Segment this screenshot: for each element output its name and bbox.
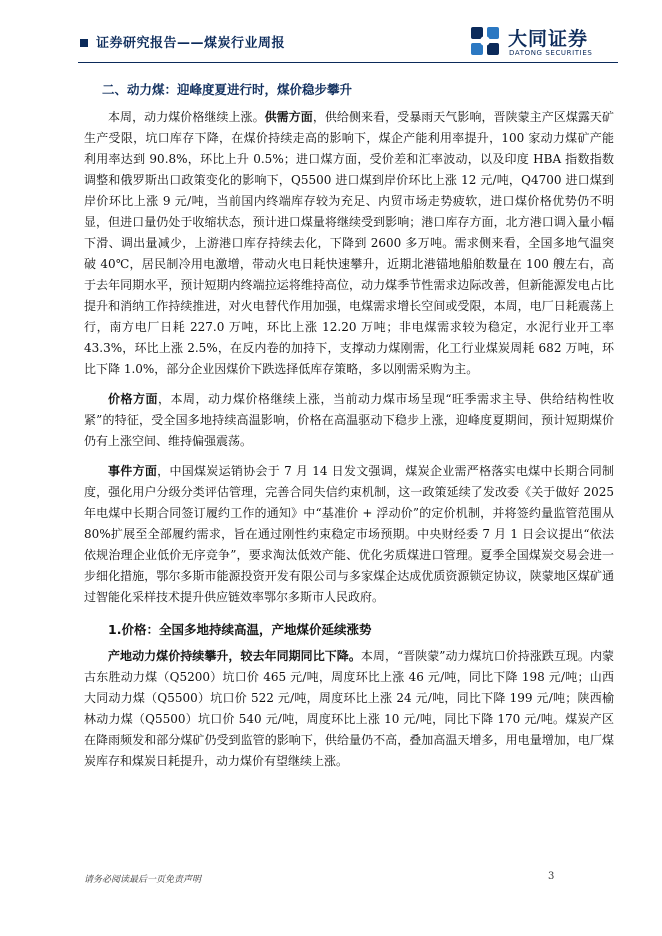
paragraph-supply-demand bbox=[84, 107, 614, 380]
page-number: 3 bbox=[548, 871, 555, 882]
header-divider bbox=[78, 62, 618, 63]
paragraph-events bbox=[84, 461, 614, 608]
paragraph-origin-price bbox=[84, 646, 614, 772]
p2-bold-label: 价格方面 bbox=[108, 392, 158, 406]
section-title: 二、动力煤：迎峰度夏进行时，煤价稳步攀升 bbox=[102, 82, 353, 97]
datong-logo-icon bbox=[468, 24, 502, 58]
paragraph-price bbox=[84, 389, 614, 452]
p4-bold-label: 产地动力煤价持续攀升，较去年同期同比下降。 bbox=[108, 649, 361, 663]
p1-text: ，供给侧来看，受暴雨天气影响，晋陕蒙主产区煤露天矿生产受限，坑口库存下降，在煤价持续走高的影响下，煤企产能利用率提升，100 家动力煤矿产能利用率达到 90.8%，环比上升 0.5%；进口煤方面，受价差和汇率波动，以及印度 HBA 指数指数调整和俄罗斯出口政策变化的影响下，Q5500 进口煤到岸价环比上涨 12 元/吨，Q4700 进口煤到岸价环比上涨 9 元/吨，当前国内终端库存较为充足、内贸市场走势疲软，进口煤价格优势仍不明显，但进口量仍处于收缩状态，预计进口煤量将继续受到影响；港口库存方面，北方港口调入量小幅下滑、调出量减少，上游港口库存持续去化，下降到 2600 多万吨。需求侧来看，全国多地气温突破 40℃，居民制冷用电激增，带动火电日耗快速攀升，近期北港锚地船舶数量在 100 艘左右，高于去年同期水平，预计短期内终端拉运将维持高位，动力煤季节性需求边际改善，但新能源发电占比提升和消纳工作持续推进，对火电替代作用加强，电煤需求增长空间或受限，本周，电厂日耗震荡上行，南方电厂日耗 227.0 万吨，环比上涨 12.20 万吨；非电煤需求较为稳定，水泥行业开工率 43.3%，环比上涨 2.5%，在反内卷的加持下，支撑动力煤刚需，化工行业煤炭周耗 682 万吨，环比下降 1.0%，部分企业因煤价下跌选择低库存策略，多以刚需采购为主。 bbox=[84, 110, 614, 376]
header-square-icon bbox=[80, 39, 88, 47]
subsection-title: 1.价格：全国多地持续高温，产地煤价延续涨势 bbox=[108, 622, 372, 637]
header-title: 证券研究报告——煤炭行业周报 bbox=[96, 36, 286, 51]
report-body bbox=[84, 80, 614, 772]
p3-bold-label: 事件方面 bbox=[108, 464, 158, 478]
p1-lead: 本周，动力煤价格继续上涨。 bbox=[108, 110, 265, 124]
disclaimer-note: 请务必阅读最后一页免责声明 bbox=[84, 875, 202, 885]
logo-english-name: DATONG SECURITIES bbox=[509, 49, 593, 57]
company-logo bbox=[468, 22, 628, 62]
logo-chinese-name: 大同证券 bbox=[508, 28, 589, 50]
p3-text: ，中国煤炭运销协会于 7 月 14 日发文强调，煤炭企业需严格落实电煤中长期合同制度，强化用户分级分类评估管理，完善合同失信约束机制，这一政策延续了发改委《关于做好 2025 年电煤中长期合同签订履约工作的通知》中“基准价 + 浮动价”的定价机制，并将签约量监管范围从 80%扩展至全部履约需求，旨在通过刚性约束稳定市场预期。中央财经委 7 月 1 日会议提出“依法依规治理企业低价无序竞争”，要求淘汰低效产能、优化劣质煤进口管理。夏季全国煤炭交易会进一步细化措施，鄂尔多斯市能源投资开发有限公司与多家煤企达成优质资源锁定协议，陕蒙地区煤矿通过智能化采样技术提升供应链效率鄂尔多斯市人民政府。 bbox=[84, 464, 614, 604]
p4-text: 本周，“晋陕蒙”动力煤坑口价持涨跌互现。内蒙古东胜动力煤（Q5200）坑口价 465 元/吨，周度环比上涨 46 元/吨，同比下降 198 元/吨；山西大同动力煤（Q5500）坑口价 522 元/吨，周度环比上涨 24 元/吨，同比下降 199 元/吨；陕西榆林动力煤（Q5500）坑口价 540 元/吨，周度环比上涨 10 元/吨，同比下降 170 元/吨。煤炭产区在降雨频发和部分煤矿仍受到监管的影响下，供给量仍不高，叠加高温天增多，用电量增加，电厂煤炭库存和煤炭日耗提升，动力煤价有望继续上涨。 bbox=[84, 649, 614, 768]
page-header bbox=[0, 0, 662, 68]
p2-text: ，本周，动力煤价格继续上涨，当前动力煤市场呈现“旺季需求主导、供给结构性收紧”的特征，受全国多地持续高温影响，价格在高温驱动下稳步上涨，迎峰度夏期间，预计短期煤价仍有上涨空间、维持偏强震荡。 bbox=[84, 392, 614, 448]
p1-bold-label: 供需方面 bbox=[264, 110, 313, 124]
